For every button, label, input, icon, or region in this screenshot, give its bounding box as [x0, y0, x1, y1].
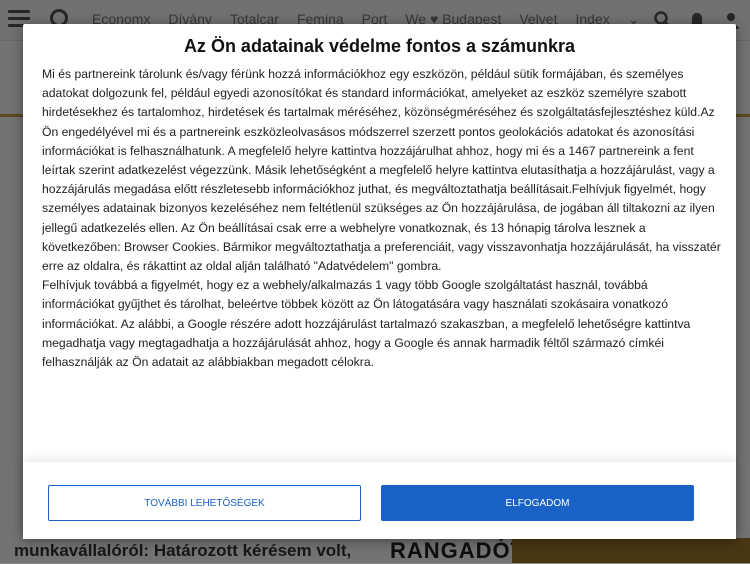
dialog-footer — [23, 462, 736, 539]
dialog-title: Az Ön adatainak védelme fontos a számunkra — [183, 36, 576, 56]
accept-button[interactable]: ELFOGADOM — [381, 485, 694, 521]
consent-paragraph: Mi és partnereink tárolunk és/vagy férünk hozzá információkhoz egy eszközön, például sütik formájában, és személyes adatokat dolgozunk fel, például egyedi azonosítókat és standard információkat, amelyeket az eszköz személyre szabott hirdetésekhez és tartalomhoz, hirdetések és tartalmak méréséhez, közönségméréséhez és szolgáltatásfejlesztéshez küld.Az Ön engedélyével mi és a partnereink eszközleolvasásos módszerrel szerzett pontos geolokációs adatokat és azonosítási információkat is felhasználhatunk. A megfelelő helyre kattintva hozzájárulhat ahhoz, hogy mi és a 1467 partnereink a fent leírtak szerint adatkezelést végezzünk. Másik lehetőségként a megfelelő helyre kattintva elutasíthatja a hozzájárulást, vagy a hozzájárulás megadása előtt részletesebb információkhoz juthat, és megváltoztathatja beállításait.Felhívjuk figyelmét, hogy személyes adatainak bizonyos kezeléséhez nem feltétlenül szükséges az Ön hozzájárulása, de jogában áll tiltakozni az ilyen jellegű adatkezelés ellen. Az Ön beállításai csak erre a webhelyre vonatkoznak, és 13 hónapig tárolva lesznek a következőben: Browser Cookies. Bármikor megváltoztathatja a preferenciáit, vagy visszavonhatja hozzájárulását, ha visszatér erre az oldalra, és rákattint az oldal alján található "Adatvédelem" gombra. — [42, 67, 721, 274]
consent-paragraph: Felhívjuk továbbá a figyelmét, hogy ez a webhely/alkalmazás 1 vagy több Google szolgáltatást használ, továbbá információkat gyűjthet és tárolhat, beleértve többek között az Ön látogatására vagy használati szokásaira vonatkozó információkat. Az alábbi, a Google részére adott hozzájárulást tartalmazó szakaszban, a megfelelő lehetőségre kattintva megadhatja vagy megtagadhatja a hozzájárulását ahhoz, hogy a Google és annak harmadik féltől származó címkéi felhasználják az Ön adatait az alábbiakban megadott célokra. — [42, 278, 691, 370]
more-options-button[interactable]: TOVÁBBI LEHETŐSÉGEK — [48, 485, 361, 521]
consent-dialog — [23, 24, 736, 539]
consent-text — [42, 65, 722, 475]
